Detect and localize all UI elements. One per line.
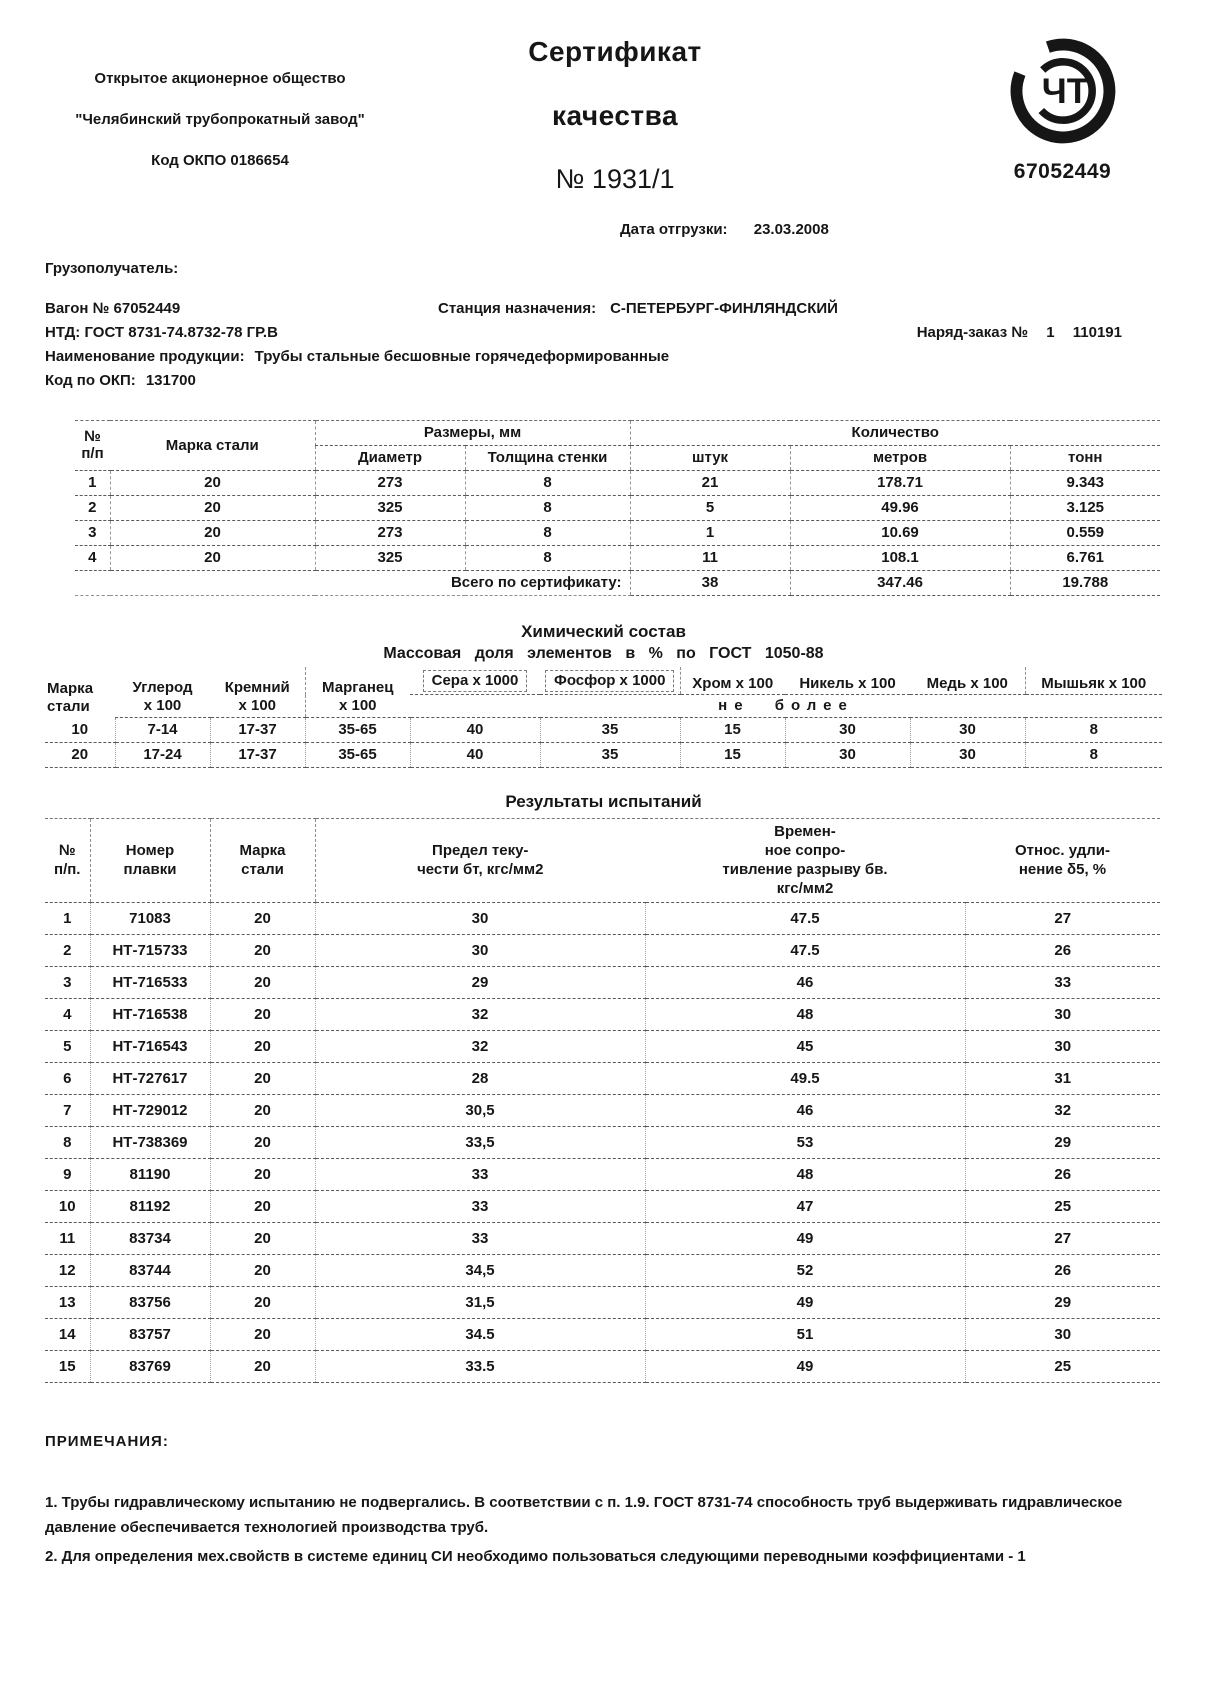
order-code: 110191	[1072, 324, 1122, 341]
tests-row-cell: 20	[210, 1191, 315, 1223]
chemistry-row-cell: 30	[785, 743, 910, 768]
shipping-date-row	[45, 221, 1162, 238]
okp-row	[45, 370, 1162, 392]
tests-row-cell: 32	[965, 1095, 1160, 1127]
chem-col-nickel: Никель х 100	[785, 667, 910, 695]
pipes-row-cell: 21	[630, 471, 790, 496]
tests-row-cell: НТ-715733	[90, 935, 210, 967]
chemistry-subtitle: Массовая доля элементов в % по ГОСТ 1050-88	[383, 645, 824, 662]
chemistry-table-head	[45, 667, 1162, 718]
tests-row-cell: 47.5	[645, 935, 965, 967]
tests-row-cell: 49	[645, 1287, 965, 1319]
chemistry-row	[45, 743, 1162, 768]
tests-row-cell: 30	[965, 999, 1160, 1031]
tests-row	[45, 1319, 1160, 1351]
tests-row-cell: 31,5	[315, 1287, 645, 1319]
chemistry-row-cell: 35-65	[305, 743, 410, 768]
tests-row-cell: 81190	[90, 1159, 210, 1191]
tests-col-tensile: Времен- ное сопро- тивление разрыву бв. кгс/мм2	[645, 819, 965, 903]
tests-row	[45, 1351, 1160, 1383]
chemistry-row-cell: 17-37	[210, 718, 305, 743]
company-okpo: Код ОКПО 0186654	[151, 152, 289, 169]
tests-row-cell: НТ-716533	[90, 967, 210, 999]
tests-row-cell: 4	[45, 999, 90, 1031]
chemistry-row-cell: 17-37	[210, 743, 305, 768]
tests-row-cell: 81192	[90, 1191, 210, 1223]
pipes-row-cell: 6.761	[1010, 546, 1160, 571]
tests-row-cell: 20	[210, 1255, 315, 1287]
pipes-total-pcs: 38	[630, 571, 790, 596]
tests-row	[45, 1255, 1160, 1287]
chemistry-row	[45, 718, 1162, 743]
tests-row-cell: 83744	[90, 1255, 210, 1287]
pipes-col-sizes: Размеры, мм	[315, 421, 630, 446]
chemistry-table	[45, 667, 1162, 768]
pipes-row-cell: 10.69	[790, 521, 1010, 546]
okp-label: Код по ОКП:	[45, 372, 136, 389]
tests-row-cell: 26	[965, 935, 1160, 967]
tests-table-head	[45, 819, 1160, 903]
chem-col-chromium: Хром х 100	[680, 667, 785, 695]
chem-col-carbon: Углерод х 100	[115, 667, 210, 718]
chem-col-grade: Марка стали	[47, 679, 94, 715]
ntd-value: НТД: ГОСТ 8731-74.8732-78 ГР.В	[45, 324, 278, 341]
tests-row-cell: 9	[45, 1159, 90, 1191]
pipes-row-cell: 8	[465, 546, 630, 571]
pipes-table-body	[75, 471, 1160, 571]
pipes-table-head	[75, 421, 1160, 471]
tests-row-cell: НТ-716543	[90, 1031, 210, 1063]
certificate-subtitle: качества	[551, 100, 679, 131]
pipes-row-cell: 8	[465, 521, 630, 546]
pipes-row-cell: 108.1	[790, 546, 1010, 571]
tests-row-cell: 20	[210, 935, 315, 967]
pipes-row-cell: 178.71	[790, 471, 1010, 496]
tests-row	[45, 1223, 1160, 1255]
pipes-row-cell: 3	[75, 521, 110, 546]
tests-col-elongation: Относ. удли- нение δ5, %	[965, 819, 1160, 903]
tests-row-cell: 29	[965, 1287, 1160, 1319]
tests-row-cell: 49.5	[645, 1063, 965, 1095]
tests-row-cell: 25	[965, 1191, 1160, 1223]
tests-row-cell: 20	[210, 1319, 315, 1351]
tests-row	[45, 1287, 1160, 1319]
shipping-date-value: 23.03.2008	[753, 221, 829, 238]
pipes-total-label: Всего по сертификату:	[75, 571, 630, 596]
pipes-row-cell: 8	[465, 496, 630, 521]
tests-row-cell: 45	[645, 1031, 965, 1063]
tests-row-cell: 20	[210, 1127, 315, 1159]
chem-col-phosphorus: Фосфор х 1000	[540, 667, 680, 695]
pipes-row-cell: 11	[630, 546, 790, 571]
pipes-col-num: № п/п	[75, 421, 110, 471]
tests-row-cell: 83756	[90, 1287, 210, 1319]
pipes-row-cell: 2	[75, 496, 110, 521]
pipes-row-cell: 49.96	[790, 496, 1010, 521]
pipes-row-cell: 0.559	[1010, 521, 1160, 546]
wagon-station-row	[45, 298, 1162, 320]
chemistry-section	[45, 622, 1162, 768]
tests-row-cell: 51	[645, 1319, 965, 1351]
tests-row	[45, 999, 1160, 1031]
tests-row-cell: 14	[45, 1319, 90, 1351]
chem-not-more-label: не более	[410, 695, 1162, 718]
tests-row-cell: 48	[645, 1159, 965, 1191]
tests-row-cell: 47	[645, 1191, 965, 1223]
notes-title: ПРИМЕЧАНИЯ:	[45, 1433, 169, 1450]
tests-row-cell: 33,5	[315, 1127, 645, 1159]
tests-row-cell: 49	[645, 1351, 965, 1383]
ntd-order-row	[45, 322, 1162, 344]
tests-row	[45, 1127, 1160, 1159]
tests-row-cell: 30	[965, 1319, 1160, 1351]
tests-row-cell: 10	[45, 1191, 90, 1223]
pipes-row-cell: 4	[75, 546, 110, 571]
tests-col-num: № п/п.	[45, 819, 90, 903]
certificate-number: № 1931/1	[555, 164, 675, 194]
pipes-row-cell: 273	[315, 521, 465, 546]
tests-row-cell: НТ-727617	[90, 1063, 210, 1095]
pipes-col-quantity: Количество	[630, 421, 1160, 446]
chem-col-copper: Медь х 100	[910, 667, 1025, 695]
note-item-1: 1. Трубы гидравлическому испытанию не подвергались. В соответствии с п. 1.9. ГОСТ 8731-74 способность труб выдерживать гидравлическое давление обеспечивается технологией производства труб.	[45, 1494, 1123, 1536]
pipes-col-pcs: штук	[630, 446, 790, 471]
tests-row-cell: 28	[315, 1063, 645, 1095]
chemistry-row-cell: 35	[540, 743, 680, 768]
wagon-number-top: 67052449	[1013, 160, 1112, 183]
chem-col-sulfur: Сера х 1000	[410, 667, 540, 695]
tests-row-cell: 31	[965, 1063, 1160, 1095]
chemistry-row-cell: 40	[410, 718, 540, 743]
tests-row-cell: 1	[45, 903, 90, 935]
pipes-row-cell: 8	[465, 471, 630, 496]
document-header	[45, 36, 1162, 195]
tests-row-cell: 20	[210, 1351, 315, 1383]
note-item-2: 2. Для определения мех.свойств в системе единиц СИ необходимо пользоваться следующими переводными коэффициентами - 1	[45, 1548, 1026, 1565]
tests-row-cell: 30	[315, 935, 645, 967]
pipes-row-cell: 9.343	[1010, 471, 1160, 496]
tests-row-cell: 7	[45, 1095, 90, 1127]
tests-row-cell: 13	[45, 1287, 90, 1319]
shipping-date-label: Дата отгрузки:	[620, 221, 728, 238]
pipes-row	[75, 546, 1160, 571]
notes-section	[45, 1433, 1162, 1569]
pipes-row-cell: 325	[315, 546, 465, 571]
tests-row-cell: 15	[45, 1351, 90, 1383]
tests-row-cell: 32	[315, 999, 645, 1031]
pipes-row-cell: 20	[110, 496, 315, 521]
tests-row-cell: 12	[45, 1255, 90, 1287]
tests-row-cell: 33	[315, 1159, 645, 1191]
pipes-total-meters: 347.46	[790, 571, 1010, 596]
tests-row-cell: 48	[645, 999, 965, 1031]
pipes-row	[75, 521, 1160, 546]
pipes-col-tons: тонн	[1010, 446, 1160, 471]
tests-row-cell: 11	[45, 1223, 90, 1255]
tests-row-cell: 46	[645, 1095, 965, 1127]
chemistry-row-cell: 17-24	[115, 743, 210, 768]
tests-row-cell: 49	[645, 1223, 965, 1255]
pipes-row	[75, 471, 1160, 496]
tests-row-cell: 83734	[90, 1223, 210, 1255]
tests-row-cell: 33.5	[315, 1351, 645, 1383]
chem-col-manganese: Марганец х 100	[305, 667, 410, 718]
chem-col-silicon: Кремний х 100	[210, 667, 305, 718]
tests-row-cell: 53	[645, 1127, 965, 1159]
tests-row	[45, 1063, 1160, 1095]
tests-row-cell: 20	[210, 1159, 315, 1191]
chemistry-row-cell: 20	[45, 743, 115, 768]
pipes-row-cell: 3.125	[1010, 496, 1160, 521]
tests-row-cell: 32	[315, 1031, 645, 1063]
chemistry-row-cell: 8	[1025, 718, 1162, 743]
okp-value: 131700	[145, 372, 196, 389]
pipes-row-cell: 273	[315, 471, 465, 496]
pipes-row-cell: 20	[110, 546, 315, 571]
pipes-row-cell: 5	[630, 496, 790, 521]
tests-row-cell: 25	[965, 1351, 1160, 1383]
tests-title: Результаты испытаний	[505, 792, 702, 811]
pipes-row-cell: 20	[110, 471, 315, 496]
pipes-total-tons: 19.788	[1010, 571, 1160, 596]
tests-row-cell: 34,5	[315, 1255, 645, 1287]
tests-row-cell: 83757	[90, 1319, 210, 1351]
pipes-table	[75, 420, 1160, 596]
tests-row-cell: 20	[210, 1095, 315, 1127]
tests-row-cell: 30	[965, 1031, 1160, 1063]
tests-row-cell: 71083	[90, 903, 210, 935]
order-number: 1	[1046, 324, 1055, 341]
wagon-label: Вагон № 67052449	[45, 300, 181, 317]
tests-row	[45, 967, 1160, 999]
chtpz-logo-icon	[1009, 36, 1117, 146]
tests-row-cell: 26	[965, 1159, 1160, 1191]
tests-row-cell: 8	[45, 1127, 90, 1159]
pipes-row-cell: 1	[75, 471, 110, 496]
tests-row-cell: 83769	[90, 1351, 210, 1383]
chemistry-row-cell: 30	[910, 743, 1025, 768]
tests-row-cell: 20	[210, 903, 315, 935]
tests-row-cell: 52	[645, 1255, 965, 1287]
tests-row-cell: 2	[45, 935, 90, 967]
tests-row-cell: 20	[210, 1287, 315, 1319]
chemistry-table-body	[45, 718, 1162, 768]
tests-row-cell: 34.5	[315, 1319, 645, 1351]
pipes-col-meters: метров	[790, 446, 1010, 471]
station-value: С-ПЕТЕРБУРГ-ФИНЛЯНДСКИЙ	[610, 300, 838, 317]
certificate-title: Сертификат	[528, 36, 702, 67]
tests-row-cell: 20	[210, 967, 315, 999]
tests-row-cell: 20	[210, 1223, 315, 1255]
tests-row	[45, 1031, 1160, 1063]
tests-row-cell: 33	[315, 1223, 645, 1255]
tests-row	[45, 903, 1160, 935]
svg-text:ЧТ: ЧТ	[1041, 70, 1089, 111]
tests-row	[45, 1191, 1160, 1223]
tests-row	[45, 1159, 1160, 1191]
pipes-table-foot	[75, 571, 1160, 596]
tests-row-cell: 3	[45, 967, 90, 999]
order-label: Наряд-заказ №	[916, 324, 1029, 341]
pipes-total-row	[75, 571, 1160, 596]
tests-table-body	[45, 903, 1160, 1383]
tests-row-cell: 33	[315, 1191, 645, 1223]
product-value: Трубы стальные бесшовные горячедеформированные	[254, 348, 670, 365]
chemistry-row-cell: 7-14	[115, 718, 210, 743]
product-label: Наименование продукции:	[45, 348, 245, 365]
tests-row-cell: 30,5	[315, 1095, 645, 1127]
chemistry-row-cell: 35	[540, 718, 680, 743]
product-row	[45, 346, 1162, 368]
pipes-row	[75, 496, 1160, 521]
pipes-row-cell: 1	[630, 521, 790, 546]
tests-row	[45, 935, 1160, 967]
tests-section	[45, 792, 1162, 1383]
tests-row-cell: 6	[45, 1063, 90, 1095]
chemistry-row-cell: 35-65	[305, 718, 410, 743]
certificate-title-block	[470, 36, 760, 195]
tests-row-cell: 46	[645, 967, 965, 999]
tests-row-cell: 27	[965, 903, 1160, 935]
pipes-col-diameter: Диаметр	[315, 446, 465, 471]
tests-table	[45, 818, 1160, 1383]
chemistry-row-cell: 30	[785, 718, 910, 743]
tests-row	[45, 1095, 1160, 1127]
tests-row-cell: НТ-738369	[90, 1127, 210, 1159]
chemistry-row-cell: 10	[45, 718, 115, 743]
chem-col-arsenic: Мышьяк х 100	[1025, 667, 1162, 695]
tests-row-cell: 20	[210, 999, 315, 1031]
tests-row-cell: 20	[210, 1031, 315, 1063]
tests-col-grade: Марка стали	[210, 819, 315, 903]
chemistry-row-cell: 8	[1025, 743, 1162, 768]
tests-row-cell: 33	[965, 967, 1160, 999]
tests-col-heat: Номер плавки	[90, 819, 210, 903]
pipes-col-grade: Марка стали	[110, 421, 315, 471]
chemistry-row-cell: 15	[680, 718, 785, 743]
pipes-row-cell: 325	[315, 496, 465, 521]
tests-row-cell: 26	[965, 1255, 1160, 1287]
company-block	[45, 70, 395, 193]
logo-block	[975, 36, 1150, 184]
tests-row-cell: 47.5	[645, 903, 965, 935]
pipes-row-cell: 20	[110, 521, 315, 546]
tests-row-cell: НТ-716538	[90, 999, 210, 1031]
tests-row-cell: 27	[965, 1223, 1160, 1255]
company-type: Открытое акционерное общество	[94, 70, 346, 87]
chemistry-title: Химический состав	[521, 622, 686, 641]
pipes-col-wall: Толщина стенки	[465, 446, 630, 471]
tests-row-cell: 5	[45, 1031, 90, 1063]
chemistry-row-cell: 40	[410, 743, 540, 768]
tests-row-cell: НТ-729012	[90, 1095, 210, 1127]
station-label: Станция назначения:	[438, 300, 597, 317]
consignee-label: Грузополучатель:	[45, 260, 179, 277]
tests-row-cell: 20	[210, 1063, 315, 1095]
chemistry-row-cell: 15	[680, 743, 785, 768]
tests-row-cell: 30	[315, 903, 645, 935]
tests-col-yield: Предел теку- чести бт, кгс/мм2	[315, 819, 645, 903]
chemistry-row-cell: 30	[910, 718, 1025, 743]
tests-row-cell: 29	[315, 967, 645, 999]
tests-row-cell: 29	[965, 1127, 1160, 1159]
company-name: "Челябинский трубопрокатный завод"	[75, 111, 365, 128]
order-block	[903, 322, 1122, 344]
